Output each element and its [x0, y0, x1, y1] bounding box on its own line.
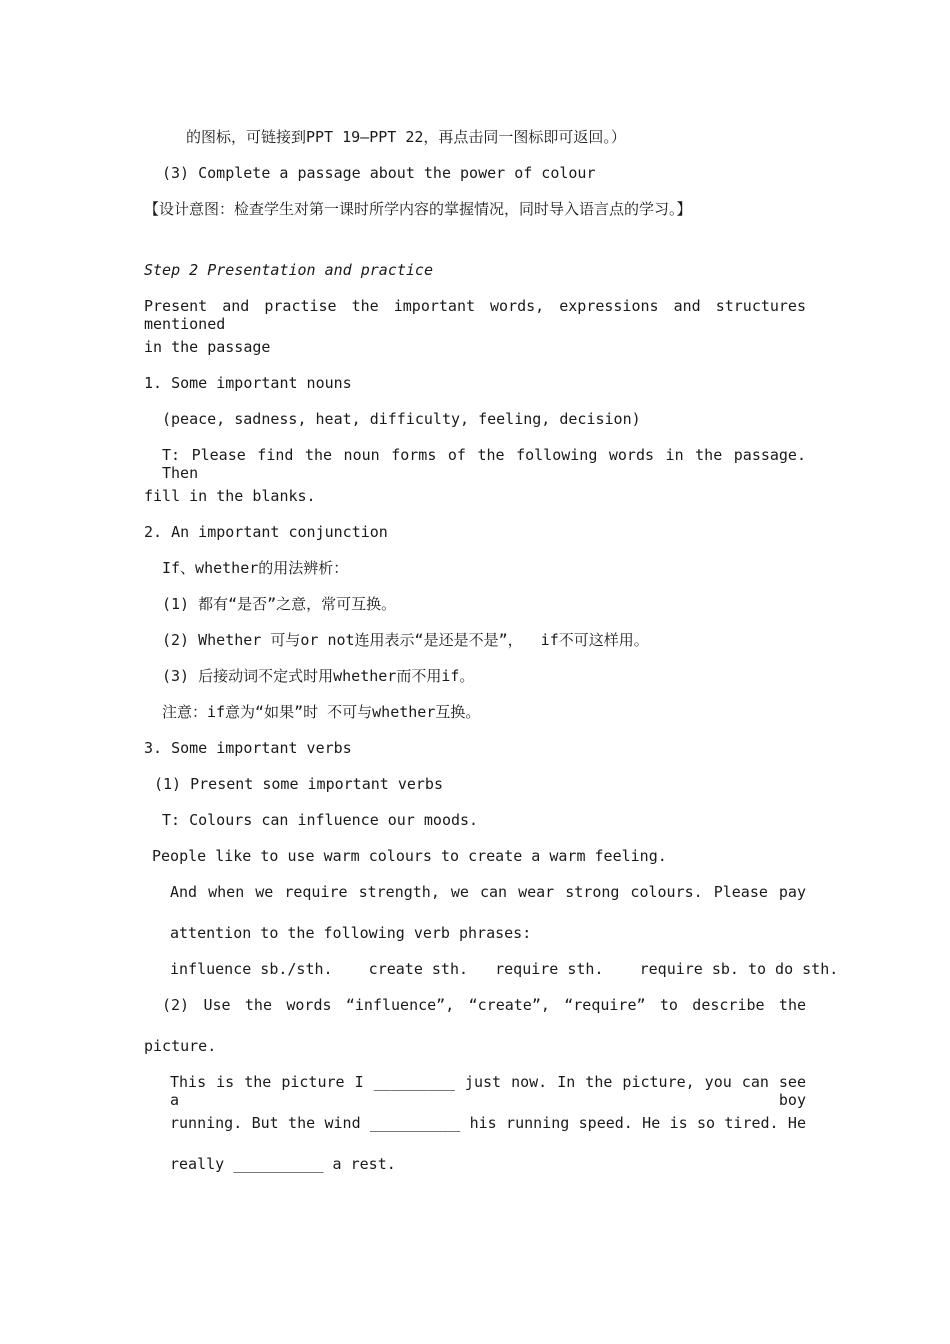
exercise-line: running. But the wind __________ his running speed. He is so tired. He — [170, 1114, 806, 1132]
text-line: (3) 后接动词不定式时用whether而不用if。 — [162, 667, 475, 685]
paragraph-line: Present and practise the important words, expressions and structures mentioned — [144, 297, 806, 333]
text-line: attention to the following verb phrases: — [170, 924, 532, 942]
text-line: People like to use warm colours to create a warm feeling. — [152, 847, 667, 865]
list-heading: 3. Some important verbs — [144, 739, 352, 757]
text-line: fill in the blanks. — [144, 487, 316, 505]
paragraph-line: in the passage — [144, 338, 271, 356]
text-line: (2) Whether 可与or not连用表示“是还是不是”， if不可这样用。 — [162, 631, 649, 649]
text-line: picture. — [144, 1037, 217, 1055]
text-line: (1) Present some important verbs — [154, 775, 443, 793]
design-intent-note: 【设计意图：检查学生对第一课时所学内容的掌握情况，同时导入语言点的学习。】 — [144, 200, 692, 218]
exercise-line: really __________ a rest. — [170, 1155, 396, 1173]
text-line: 的图标，可链接到PPT 19—PPT 22，再点击同一图标即可返回。） — [186, 128, 626, 146]
text-line: (peace, sadness, heat, difficulty, feeling, decision) — [162, 410, 641, 428]
list-heading: 1. Some important nouns — [144, 374, 352, 392]
verb-phrases: influence sb./sth. create sth. require sth. require sb. to do sth. — [170, 960, 839, 978]
text-line: (1) 都有“是否”之意，常可互换。 — [162, 595, 397, 613]
exercise-line: This is the picture I _________ just now. In the picture, you can see a boy — [170, 1073, 806, 1109]
text-line: T: Colours can influence our moods. — [162, 811, 479, 829]
text-line: If、whether的用法辨析： — [162, 559, 349, 577]
list-heading: 2. An important conjunction — [144, 523, 388, 541]
note-line: 注意：if意为“如果”时 不可与whether互换。 — [162, 703, 481, 721]
text-line: T: Please find the noun forms of the following words in the passage. Then — [162, 446, 806, 482]
text-line: (2) Use the words “influence”, “create”, “require” to describe the — [162, 996, 806, 1014]
text-line: And when we require strength, we can wear strong colours. Please pay — [170, 883, 806, 901]
section-heading: Step 2 Presentation and practice — [144, 261, 433, 279]
text-line: (3) Complete a passage about the power of colour — [162, 164, 596, 182]
